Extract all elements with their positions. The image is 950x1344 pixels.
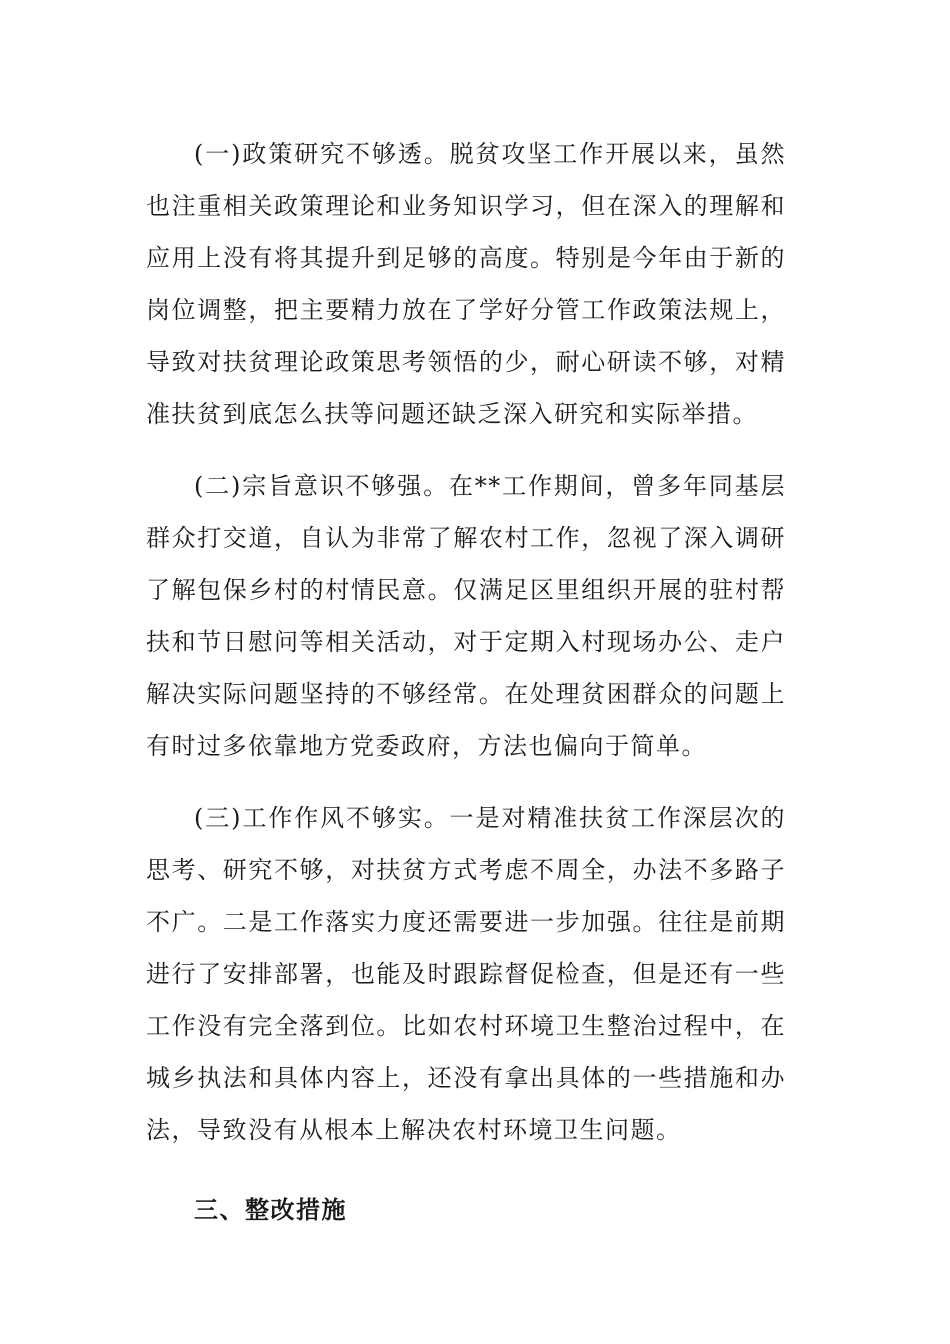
section-heading-rectification: 三、整改措施 <box>194 1195 347 1224</box>
paragraph-policy-research: (一)政策研究不够透。脱贫攻坚工作开展以来，虽然也注重相关政策理论和业务知识学习，但在深入的理解和应用上没有将其提升到足够的高度。特别是今年由于新的岗位调整，把主要精力放在了学好分管工作政策法规上，导致对扶贫理论政策思考领悟的少，耐心研读不够，对精准扶贫到底怎么扶等问题还缺乏深入研究和实际举措。 <box>146 140 786 428</box>
document-body <box>146 128 786 1236</box>
paragraph-purpose-awareness: (二)宗旨意识不够强。在**工作期间，曾多年同基层群众打交道，自认为非常了解农村工作，忽视了深入调研了解包保乡村的村情民意。仅满足区里组织开展的驻村帮扶和节日慰问等相关活动，对于定期入村现场办公、走户解决实际问题坚持的不够经常。在处理贫困群众的问题上有时过多依靠地方党委政府，方法也偏向于简单。 <box>146 472 786 760</box>
paragraph-work-style: (三)工作作风不够实。一是对精准扶贫工作深层次的思考、研究不够，对扶贫方式考虑不周全，办法不多路子不广。二是工作落实力度还需要进一步加强。往往是前期进行了安排部署，也能及时跟踪督促检查，但是还有一些工作没有完全落到位。比如农村环境卫生整治过程中，在城乡执法和具体内容上，还没有拿出具体的一些措施和办法，导致没有从根本上解决农村环境卫生问题。 <box>146 804 786 1144</box>
